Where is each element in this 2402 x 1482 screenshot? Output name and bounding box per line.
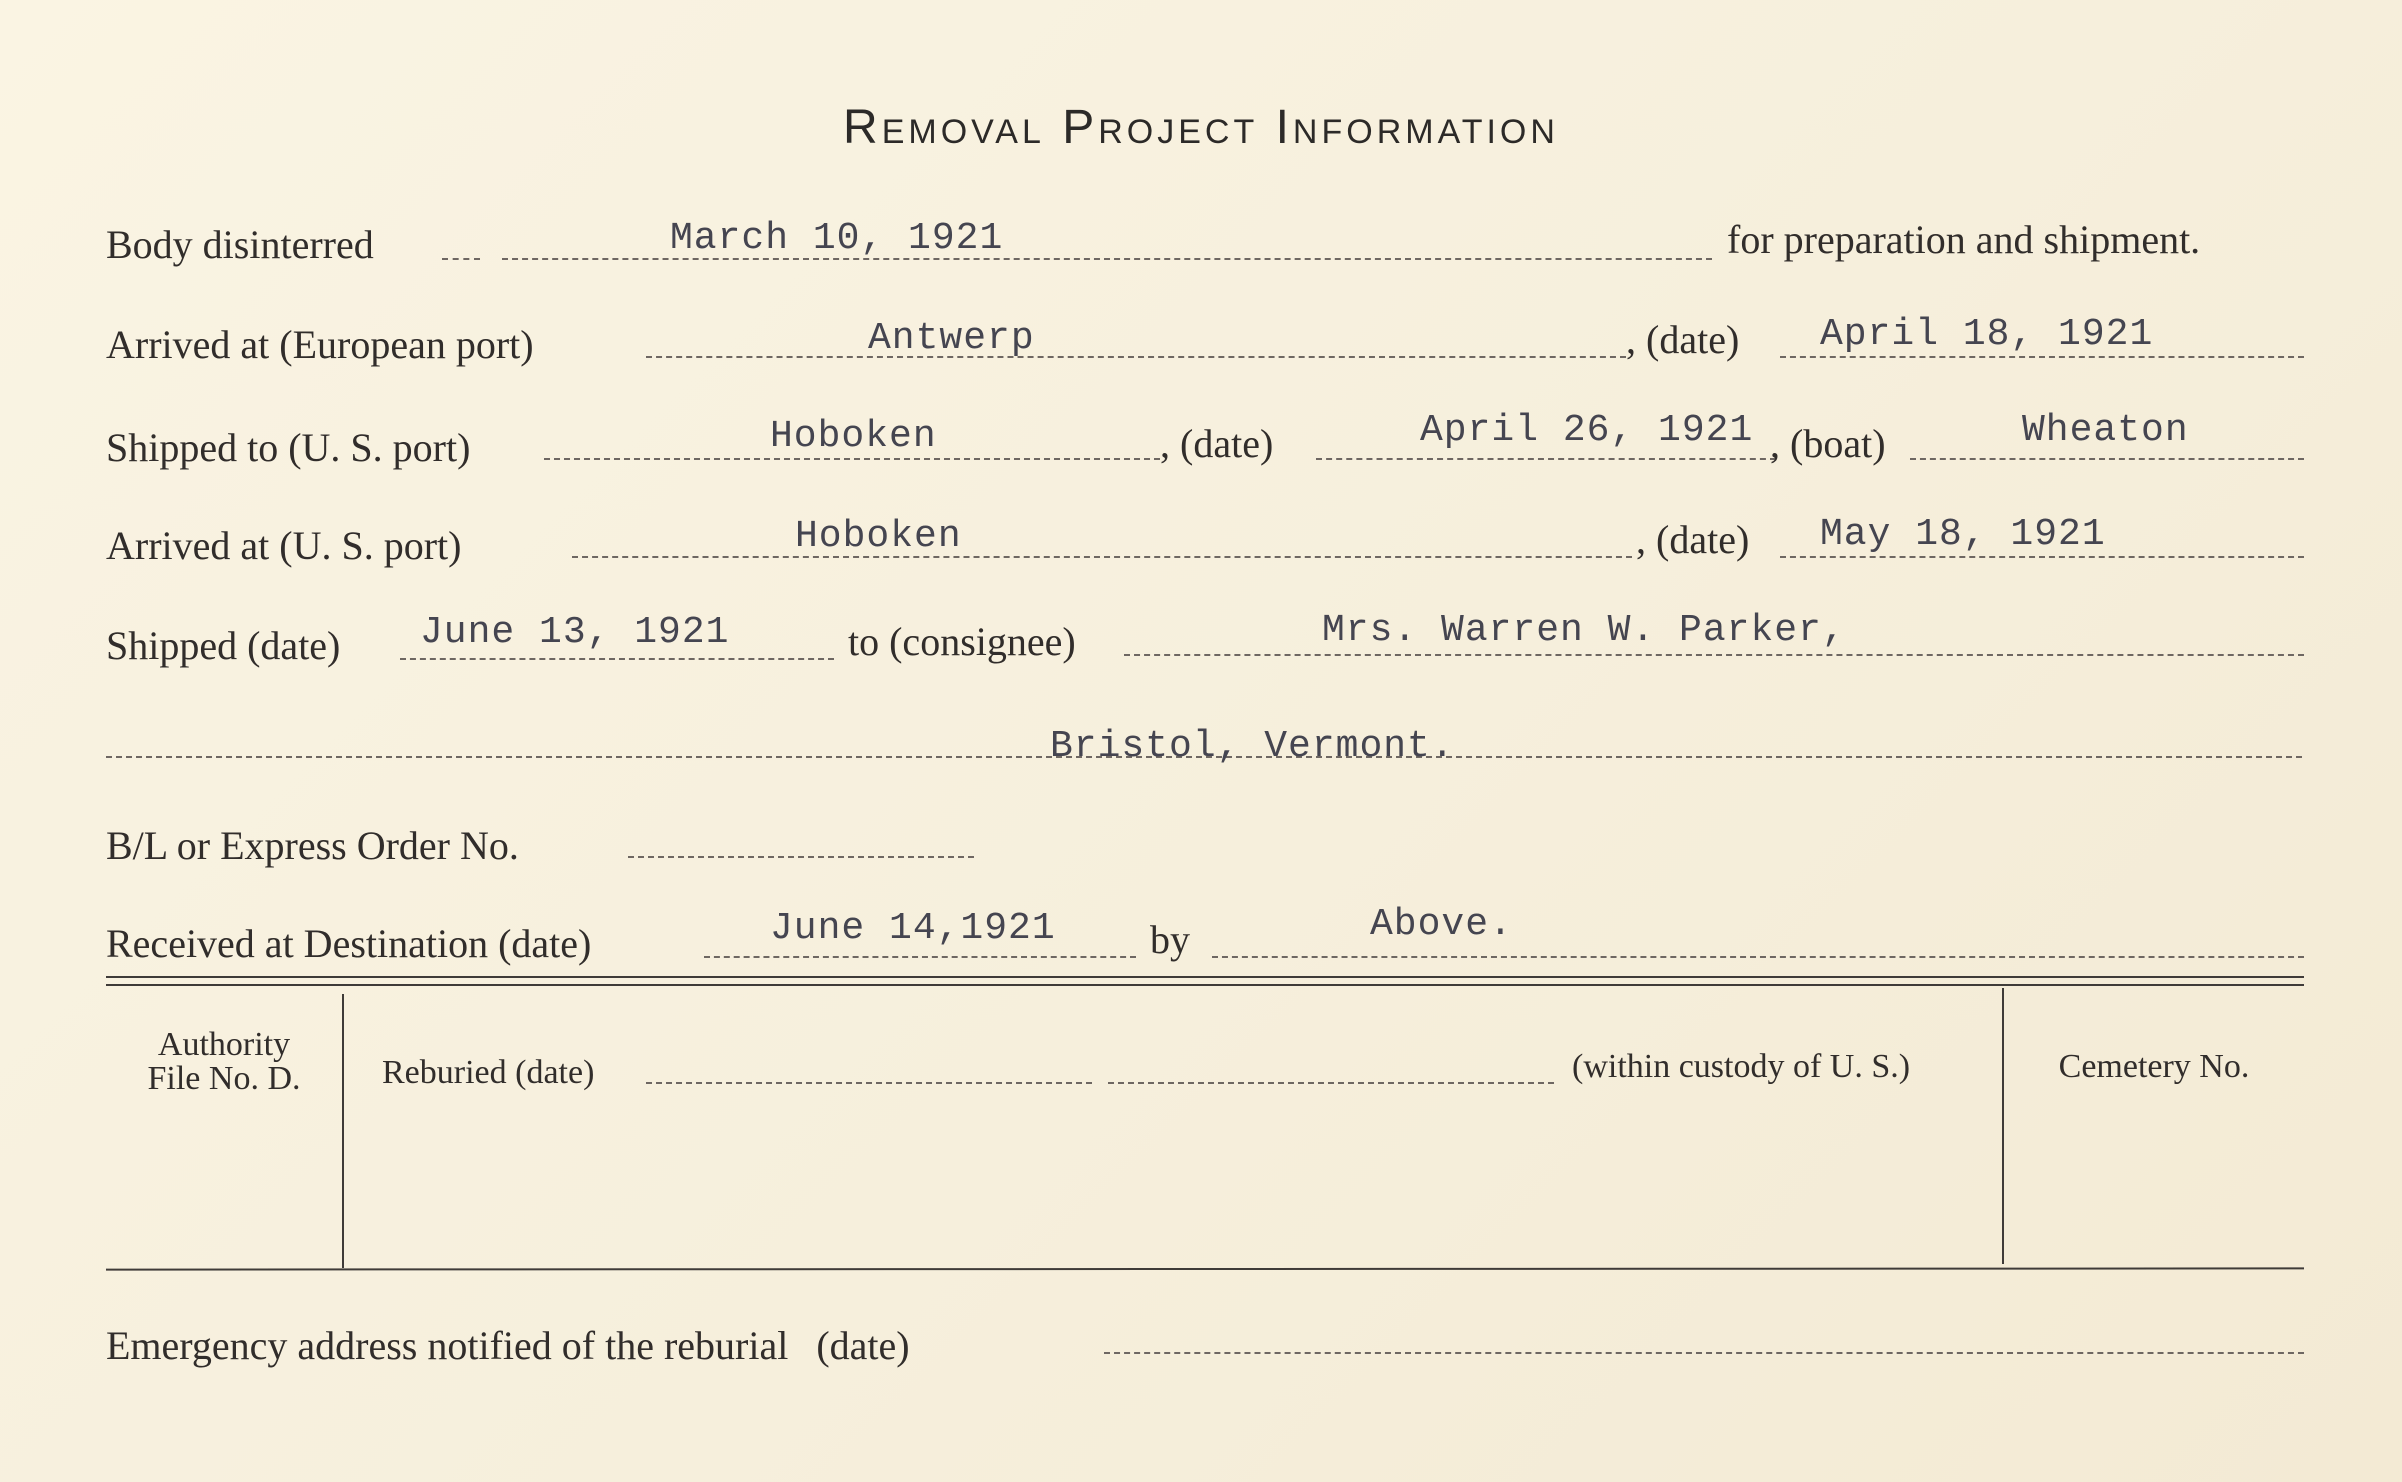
express-order-label: B/L or Express Order No. — [106, 823, 519, 868]
consignee-label: to (consignee) — [848, 619, 1076, 664]
arrived-european-date-label: , (date) — [1626, 317, 1740, 362]
grid-divider-left — [342, 994, 344, 1268]
received-date: June 14,1921 — [770, 907, 1056, 950]
grid-bottom-rule — [106, 1267, 2304, 1270]
arrived-european-port: Antwerp — [868, 317, 1035, 360]
received-label: Received at Destination (date) — [106, 921, 592, 966]
shipped-us-date-line — [1316, 458, 1776, 460]
shipped-us-date: April 26, 1921 — [1420, 409, 1754, 452]
disinterred-value: March 10, 1921 — [670, 217, 1004, 260]
arrived-us-label: Arrived at (U. S. port) — [106, 523, 462, 568]
grid-top-rule-2 — [106, 984, 2304, 986]
reburied-line-a — [646, 1082, 1092, 1084]
shipped-us-boat-line — [1910, 458, 2304, 460]
arrived-us-port: Hoboken — [795, 515, 962, 558]
emergency-date-label: (date) — [816, 1323, 910, 1368]
received-by-label: by — [1150, 917, 1190, 962]
card-title-text: Removal Project Information — [843, 101, 1559, 154]
authority-line-1: Authority — [157, 1026, 291, 1063]
shipped-date-line — [400, 658, 834, 660]
arrived-european-line — [646, 356, 1626, 358]
shipped-date-label: Shipped (date) — [106, 623, 341, 668]
express-order-line — [628, 856, 974, 858]
shipped-us-label: Shipped to (U. S. port) — [106, 425, 471, 470]
shipped-us-line — [544, 458, 1160, 460]
shipped-date: June 13, 1921 — [420, 611, 730, 654]
authority-line-2: File No. D. — [147, 1060, 301, 1097]
arrived-european-date-line — [1780, 356, 2304, 358]
arrived-us-date: May 18, 1921 — [1820, 513, 2106, 556]
consignee-name: Mrs. Warren W. Parker, — [1322, 609, 1846, 652]
shipped-us-boat-label: , (boat) — [1770, 421, 1886, 466]
received-by-line — [1212, 956, 2304, 958]
emergency-line — [1104, 1352, 2304, 1354]
arrived-us-date-line — [1780, 556, 2304, 558]
shipped-us-date-label: , (date) — [1160, 421, 1274, 466]
grid-top-rule-1 — [106, 976, 2304, 978]
received-date-line — [704, 956, 1136, 958]
received-by: Above. — [1370, 903, 1513, 946]
custody-label: (within custody of U. S.) — [1572, 1048, 1911, 1085]
disinterred-label: Body disinterred — [106, 222, 374, 267]
emergency-label-text: Emergency address notified of the reburial — [106, 1323, 789, 1368]
consignee-address: Bristol, Vermont. — [1050, 725, 1455, 768]
grid-divider-right — [2002, 988, 2004, 1264]
card-title — [0, 100, 2402, 155]
shipped-us-port: Hoboken — [770, 415, 937, 458]
consignee-line — [1124, 654, 2304, 656]
disinterred-suffix: for preparation and shipment. — [1727, 217, 2201, 262]
cemetery-label: Cemetery No. — [2058, 1048, 2250, 1085]
reburied-label: Reburied (date) — [382, 1054, 595, 1091]
emergency-label — [106, 1323, 910, 1368]
arrived-us-date-label: , (date) — [1636, 517, 1750, 562]
shipped-us-boat: Wheaton — [2022, 409, 2189, 452]
arrived-us-line — [572, 556, 1632, 558]
disinterred-line-a — [442, 258, 480, 260]
arrived-european-label: Arrived at (European port) — [106, 322, 534, 367]
reburied-line-b — [1108, 1082, 1554, 1084]
arrived-european-date: April 18, 1921 — [1820, 313, 2154, 356]
